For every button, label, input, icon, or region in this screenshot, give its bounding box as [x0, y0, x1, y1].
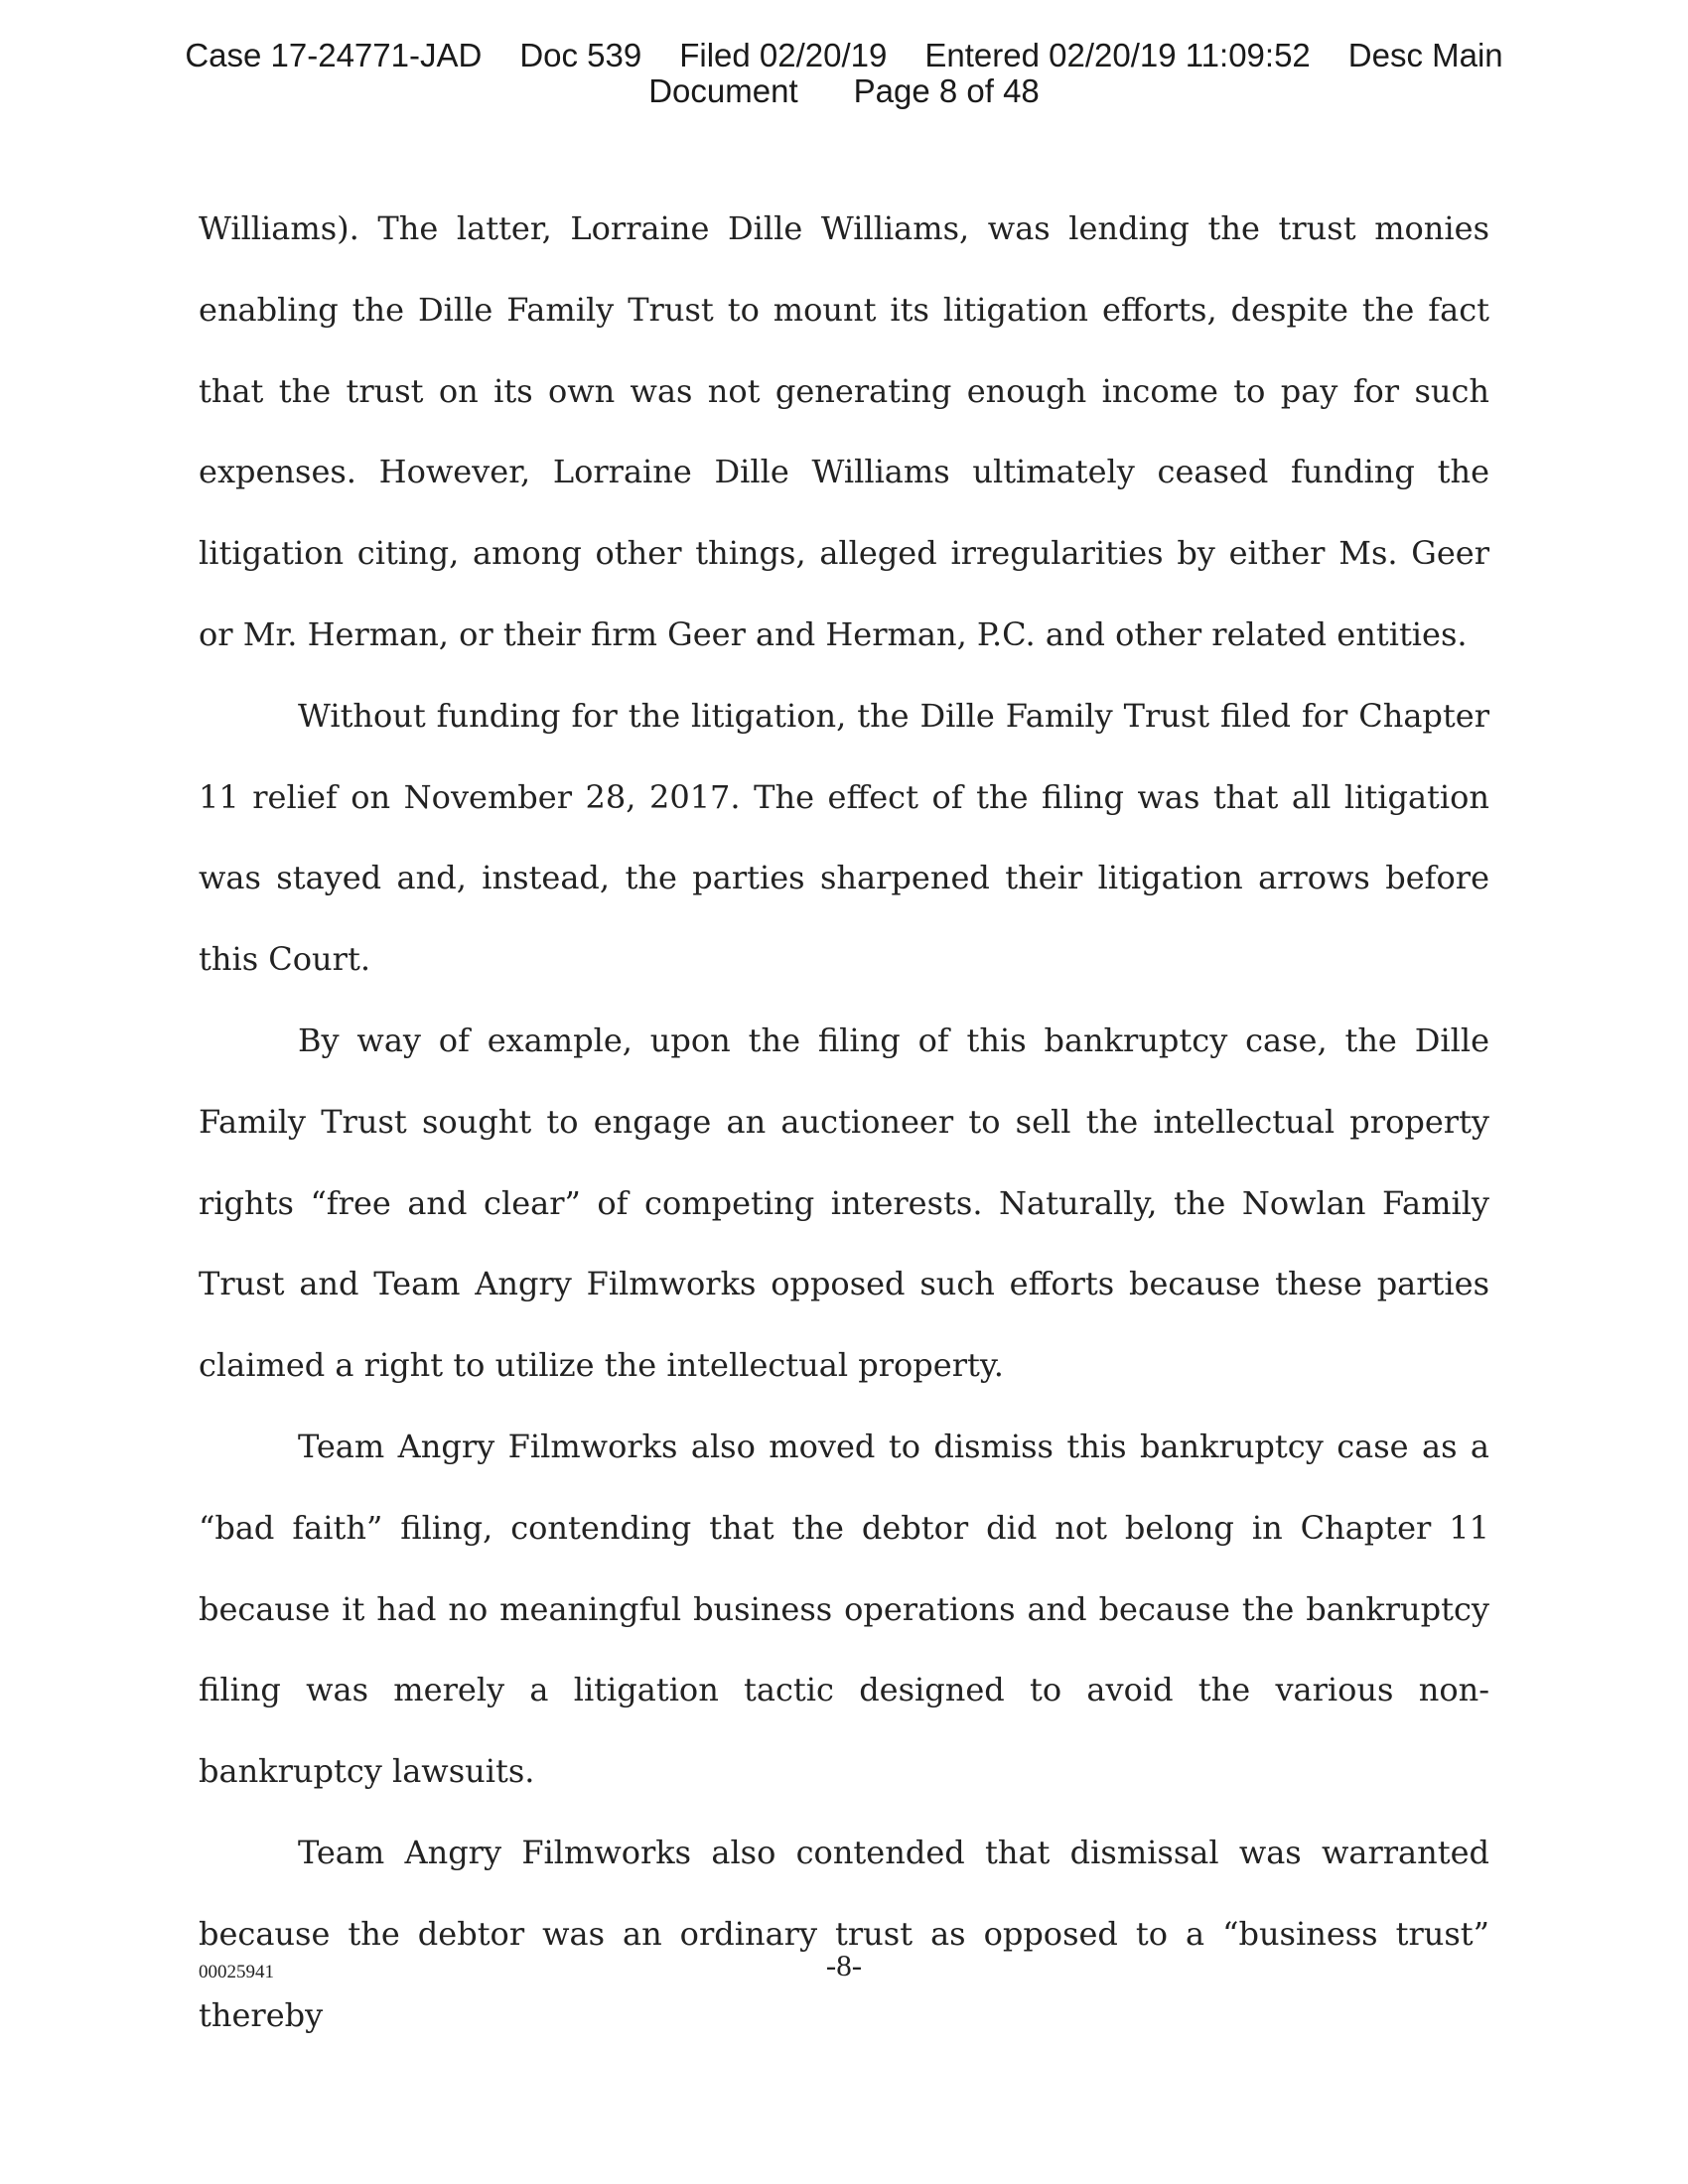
- doc-number: Doc 539: [519, 37, 642, 73]
- paragraph: Team Angry Filmworks also contended that dismissal was warranted because the debtor was an ordinary trust as opposed to a “business trust” thereby: [199, 1833, 1489, 2034]
- page-indicator: Page 8 of 48: [853, 72, 1040, 109]
- paragraph: By way of example, upon the filing of this bankruptcy case, the Dille Family Trust sought to engage an auctioneer to sell the intellectual property rights “free and clear” of competing interests. Naturally, the Nowlan Family Trust and Team Angry Filmworks opposed such efforts because these parties claimed a right to utilize the intellectual property.: [199, 1021, 1489, 1385]
- document-body: [199, 189, 1489, 2056]
- desc-main: Desc Main: [1347, 37, 1503, 73]
- paragraph: Without funding for the litigation, the Dille Family Trust filed for Chapter 11 relief on November 28, 2017. The effect of the filing was that all litigation was stayed and, instead, the parties sharpened their litigation arrows before this Court.: [199, 696, 1489, 979]
- case-header-line-2: [0, 73, 1688, 109]
- paragraph: Team Angry Filmworks also moved to dismiss this bankruptcy case as a “bad faith” filing, contending that the debtor did not belong in Chapter 11 because it had no meaningful business operations and because the bankruptcy filing was merely a litigation tactic designed to avoid the various non-bankruptcy lawsuits.: [199, 1427, 1489, 1791]
- document-id: 00025941: [199, 1962, 274, 1982]
- case-header-line-1: [0, 38, 1688, 73]
- entered-date: Entered 02/20/19 11:09:52: [924, 37, 1311, 73]
- paragraph-continued: Williams). The latter, Lorraine Dille Williams, was lending the trust monies enabling the Dille Family Trust to mount its litigation efforts, despite the fact that the trust on its own was not generating enough income to pay for such expenses. However, Lorraine Dille Williams ultimately ceased funding the litigation citing, among other things, alleged irregularities by either Ms. Geer or Mr. Herman, or their firm Geer and Herman, P.C. and other related entities.: [199, 209, 1489, 653]
- page-number: -8-: [825, 1948, 863, 1982]
- case-number: Case 17-24771-JAD: [185, 37, 483, 73]
- case-header: [0, 38, 1688, 109]
- filed-date: Filed 02/20/19: [679, 37, 888, 73]
- document-label: Document: [648, 72, 798, 109]
